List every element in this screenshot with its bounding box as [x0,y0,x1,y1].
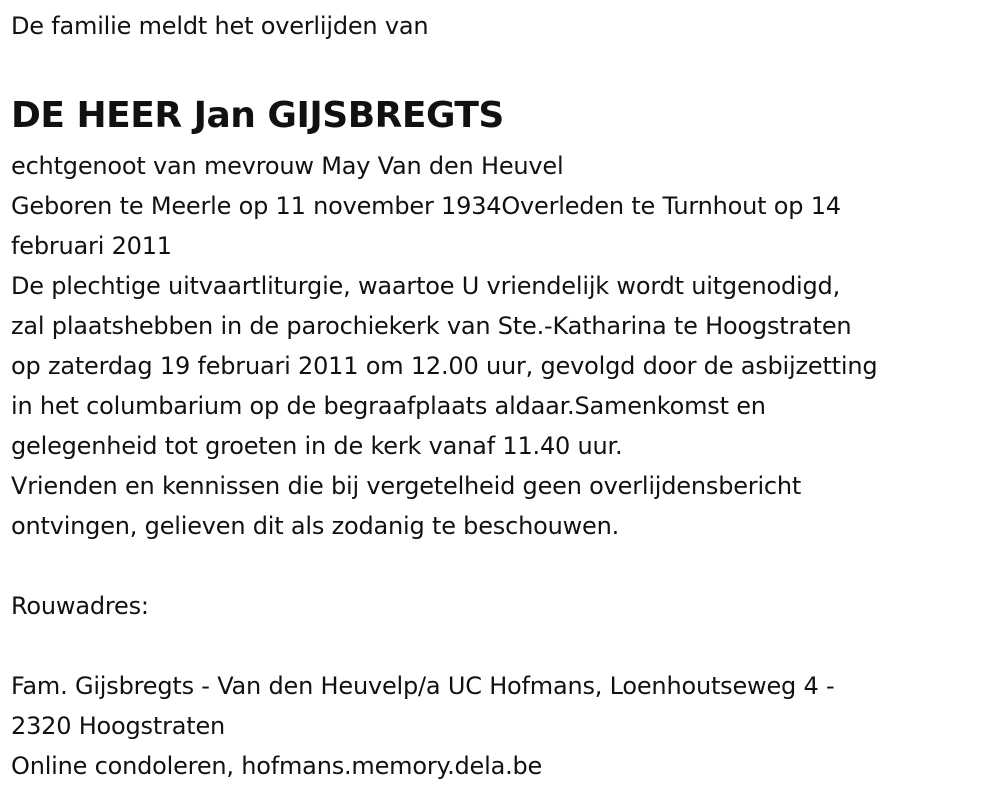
address-line: 2320 Hoogstraten [11,712,226,740]
address-label: Rouwadres: [11,592,149,620]
spacer [11,546,986,586]
ceremony-line: De plechtige uitvaartliturgie, waartoe U vriendelijk wordt uitgenodigd, [11,272,841,300]
spacer [11,626,986,666]
online-condolence-text: Online condoleren, hofmans.memory.dela.be [11,752,543,780]
birth-death-line: Geboren te Meerle op 11 november 1934Overleden te Turnhout op 14 [11,192,841,220]
ceremony-line: zal plaatshebben in de parochiekerk van Ste.-Katharina te Hoogstraten [11,312,852,340]
notice-line: ontvingen, gelieven dit als zodanig te beschouwen. [11,512,620,540]
intro-text: De familie meldt het overlijden van [11,12,429,40]
notice-line: Vrienden en kennissen die bij vergetelheid geen overlijdensbericht [11,472,802,500]
obituary-notice [11,6,986,786]
birth-death-line: februari 2011 [11,232,172,260]
ceremony-line: in het columbarium op de begraafplaats aldaar.Samenkomst en [11,392,766,420]
notice-block [11,466,986,546]
ceremony-line: gelegenheid tot groeten in de kerk vanaf 11.40 uur. [11,432,623,460]
ceremony-block [11,266,986,466]
spouse-text: echtgenoot van mevrouw May Van den Heuvel [11,152,564,180]
ceremony-line: op zaterdag 19 februari 2011 om 12.00 uur, gevolgd door de asbijzetting [11,352,878,380]
birth-death-block [11,186,986,266]
address-line: Fam. Gijsbregts - Van den Heuvelp/a UC Hofmans, Loenhoutseweg 4 - [11,672,835,700]
deceased-name: DE HEER Jan GIJSBREGTS [11,95,504,136]
address-block [11,666,986,746]
